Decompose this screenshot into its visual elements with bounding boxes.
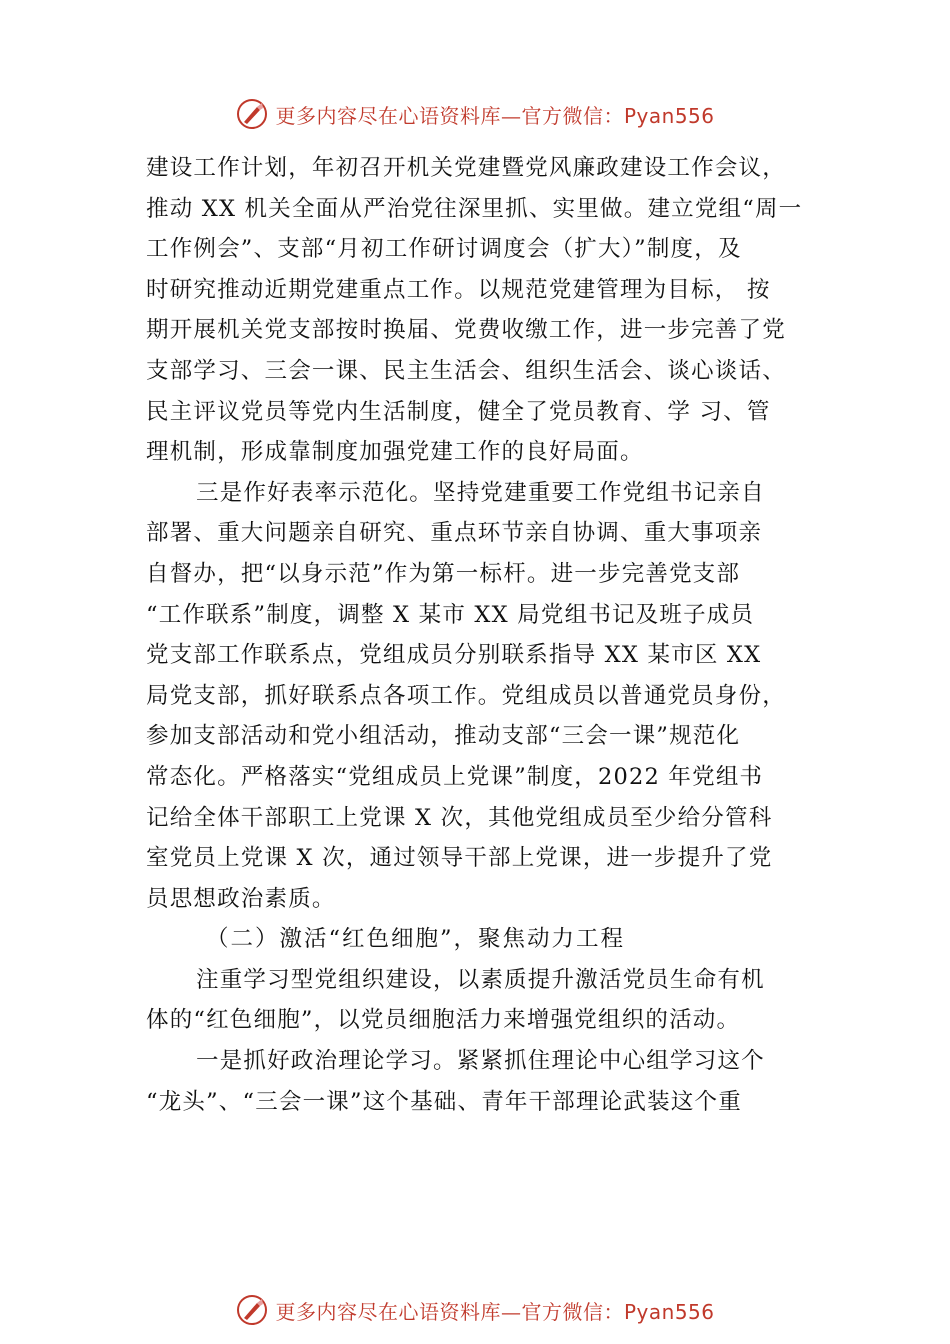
quill-logo-icon <box>235 1293 269 1327</box>
text-line: 民主评议党员等党内生活制度，健全了党员教育、学 习、管 <box>146 398 771 425</box>
text-line: 参加支部活动和党小组活动，推动支部“三会一课”规范化 <box>146 723 741 750</box>
text-line: 注重学习型党组织建设，以素质提升激活党员生命有机 <box>196 966 765 993</box>
banner-handle: Pyan556 <box>623 103 715 128</box>
text-line: 三是作好表率示范化。坚持党建重要工作党组书记亲自 <box>196 479 765 506</box>
text-line: 部署、重大问题亲自研究、重点环节亲自协调、重大事项亲 <box>146 520 763 547</box>
text-line: 时研究推动近期党建重点工作。以规范党建管理为目标， 按 <box>146 276 771 303</box>
text-line: 推动 XX 机关全面从严治党往深里抓、实里做。建立党组“周一 <box>146 195 803 222</box>
banner-title: 更多内容尽在心语资料库 <box>275 103 501 128</box>
text-line: 期开展机关党支部按时换届、党费收缴工作，进一步完善了党 <box>146 317 786 344</box>
text-line: 建设工作计划，年初召开机关党建暨党风廉政建设工作会议， <box>146 155 786 181</box>
text-line: 局党支部，抓好联系点各项工作。党组成员以普通党员身份， <box>146 682 786 709</box>
text-line: 体的“红色细胞”，以党员细胞活力来增强党组织的活动。 <box>146 1007 741 1034</box>
text-line: 一是抓好政治理论学习。紧紧抓住理论中心组学习这个 <box>196 1048 765 1075</box>
text-line: “工作联系”制度，调整 X 某市 XX 局党组书记及班子成员 <box>146 601 755 628</box>
banner-title: 更多内容尽在心语资料库 <box>275 1299 501 1324</box>
banner-text <box>275 1296 714 1325</box>
text-line: 工作例会”、支部“月初工作研讨调度会（扩大）”制度，及 <box>146 236 742 263</box>
text-line: 员思想政治素质。 <box>146 885 336 912</box>
footer-banner <box>0 1290 950 1330</box>
text-line: “龙头”、“三会一课”这个基础、青年干部理论武装这个重 <box>146 1088 742 1115</box>
text-line: 记给全体干部职工上党课 X 次，其他党组成员至少给分管科 <box>146 804 773 831</box>
banner-dash: — <box>500 103 522 128</box>
text-line: 室党员上党课 X 次，通过领导干部上党课，进一步提升了党 <box>146 845 773 872</box>
banner-text <box>275 100 714 129</box>
text-line: 理机制，形成靠制度加强党建工作的良好局面。 <box>146 439 644 466</box>
header-banner <box>0 94 950 134</box>
section-heading: （二）激活“红色细胞”，聚焦动力工程 <box>206 926 626 953</box>
banner-suffix: 官方微信： <box>521 103 624 128</box>
text-line: 支部学习、三会一课、民主生活会、组织生活会、谈心谈话、 <box>146 357 786 384</box>
text-line: 自督办，把“以身示范”作为第一标杆。进一步完善党支部 <box>146 560 741 587</box>
document-body <box>146 148 834 1122</box>
banner-suffix: 官方微信： <box>521 1299 624 1324</box>
quill-logo-icon <box>235 97 269 131</box>
banner-handle: Pyan556 <box>623 1299 715 1324</box>
text-line: 常态化。严格落实“党组成员上党课”制度，2022 年党组书 <box>146 763 764 790</box>
banner-dash: — <box>500 1299 522 1324</box>
text-line: 党支部工作联系点，党组成员分别联系指导 XX 某市区 XX <box>146 642 762 669</box>
